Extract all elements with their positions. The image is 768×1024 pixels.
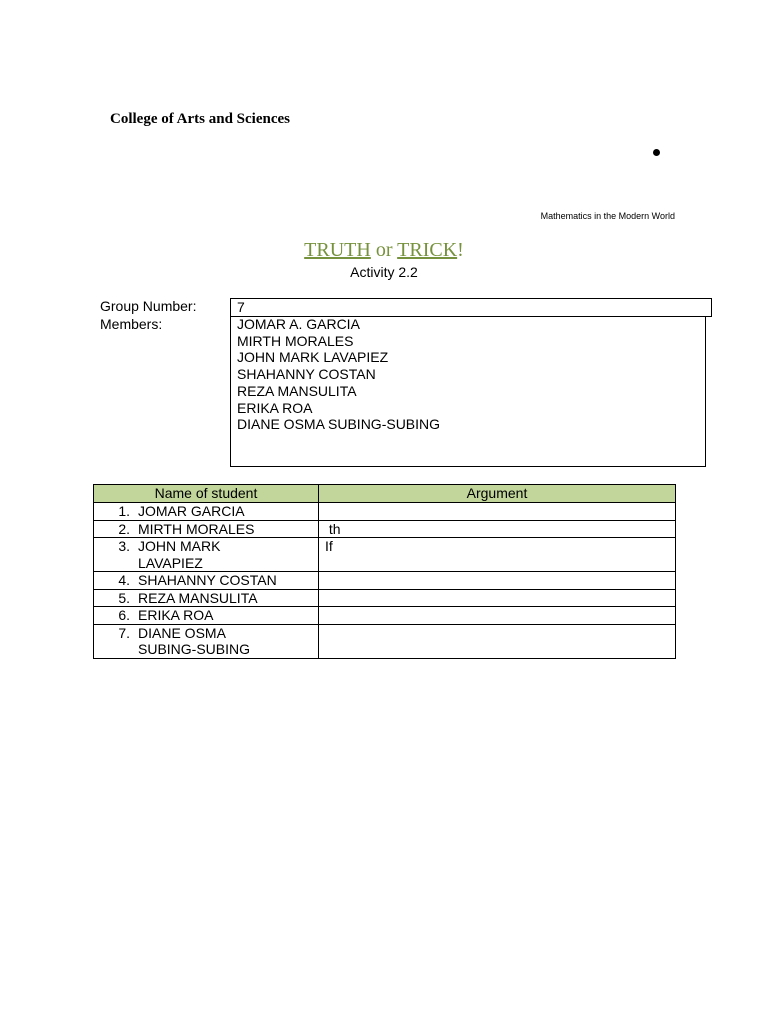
argument-cell bbox=[319, 589, 676, 607]
header-name-of-student: Name of student bbox=[94, 485, 319, 503]
activity-label: Activity 2.2 bbox=[350, 264, 418, 280]
table-row bbox=[94, 589, 676, 607]
student-name: ERIKA ROA bbox=[138, 607, 214, 623]
argument-cell bbox=[319, 624, 676, 658]
member-item: DIANE OSMA SUBING-SUBING bbox=[237, 416, 441, 433]
member-item: REZA MANSULITA bbox=[237, 382, 357, 399]
student-name: SHAHANNY COSTAN bbox=[138, 572, 277, 588]
argument-table bbox=[93, 484, 676, 659]
title-trick: TRICK bbox=[397, 239, 458, 261]
members-label: Members: bbox=[100, 316, 163, 332]
argument-cell bbox=[319, 607, 676, 625]
table-header-row bbox=[94, 485, 676, 503]
student-name: JOMAR GARCIA bbox=[138, 503, 245, 519]
header-argument: Argument bbox=[319, 485, 676, 503]
row-number: 3. bbox=[118, 538, 130, 554]
member-item: JOMAR A. GARCIA bbox=[237, 316, 360, 332]
course-name: Mathematics in the Modern World bbox=[540, 211, 675, 221]
student-name: JOHN MARK LAVAPIEZ bbox=[138, 538, 221, 571]
row-number: 6. bbox=[118, 607, 130, 623]
title-truth: TRUTH bbox=[304, 239, 371, 261]
row-number: 5. bbox=[118, 589, 130, 606]
college-heading: College of Arts and Sciences bbox=[110, 111, 290, 127]
student-name: MIRTH MORALES bbox=[138, 520, 255, 537]
row-number: 7. bbox=[118, 624, 130, 641]
member-item: MIRTH MORALES bbox=[237, 332, 354, 349]
table-row bbox=[94, 503, 676, 521]
group-number-value: 7 bbox=[230, 298, 712, 317]
row-number: 1. bbox=[118, 503, 130, 519]
argument-cell bbox=[319, 572, 676, 590]
row-number: 4. bbox=[118, 572, 130, 588]
table-row bbox=[94, 520, 676, 538]
table-row bbox=[94, 538, 676, 572]
table-row bbox=[94, 624, 676, 658]
member-item: ERIKA ROA bbox=[237, 399, 313, 416]
members-box bbox=[230, 316, 706, 467]
title-exclamation: ! bbox=[457, 239, 464, 261]
group-number-label: Group Number: bbox=[100, 298, 197, 314]
member-item: SHAHANNY COSTAN bbox=[237, 366, 376, 383]
student-name: DIANE OSMA SUBING-SUBING bbox=[138, 624, 251, 657]
document-title bbox=[0, 239, 768, 262]
argument-cell bbox=[319, 503, 676, 521]
table-row bbox=[94, 572, 676, 590]
student-name: REZA MANSULITA bbox=[138, 589, 258, 606]
argument-cell: If bbox=[319, 538, 676, 572]
table-row bbox=[94, 607, 676, 625]
bullet-dot bbox=[653, 149, 660, 156]
member-item: JOHN MARK LAVAPIEZ bbox=[237, 349, 389, 366]
row-number: 2. bbox=[118, 520, 130, 537]
title-or: or bbox=[370, 239, 398, 261]
argument-cell: th bbox=[319, 520, 676, 538]
